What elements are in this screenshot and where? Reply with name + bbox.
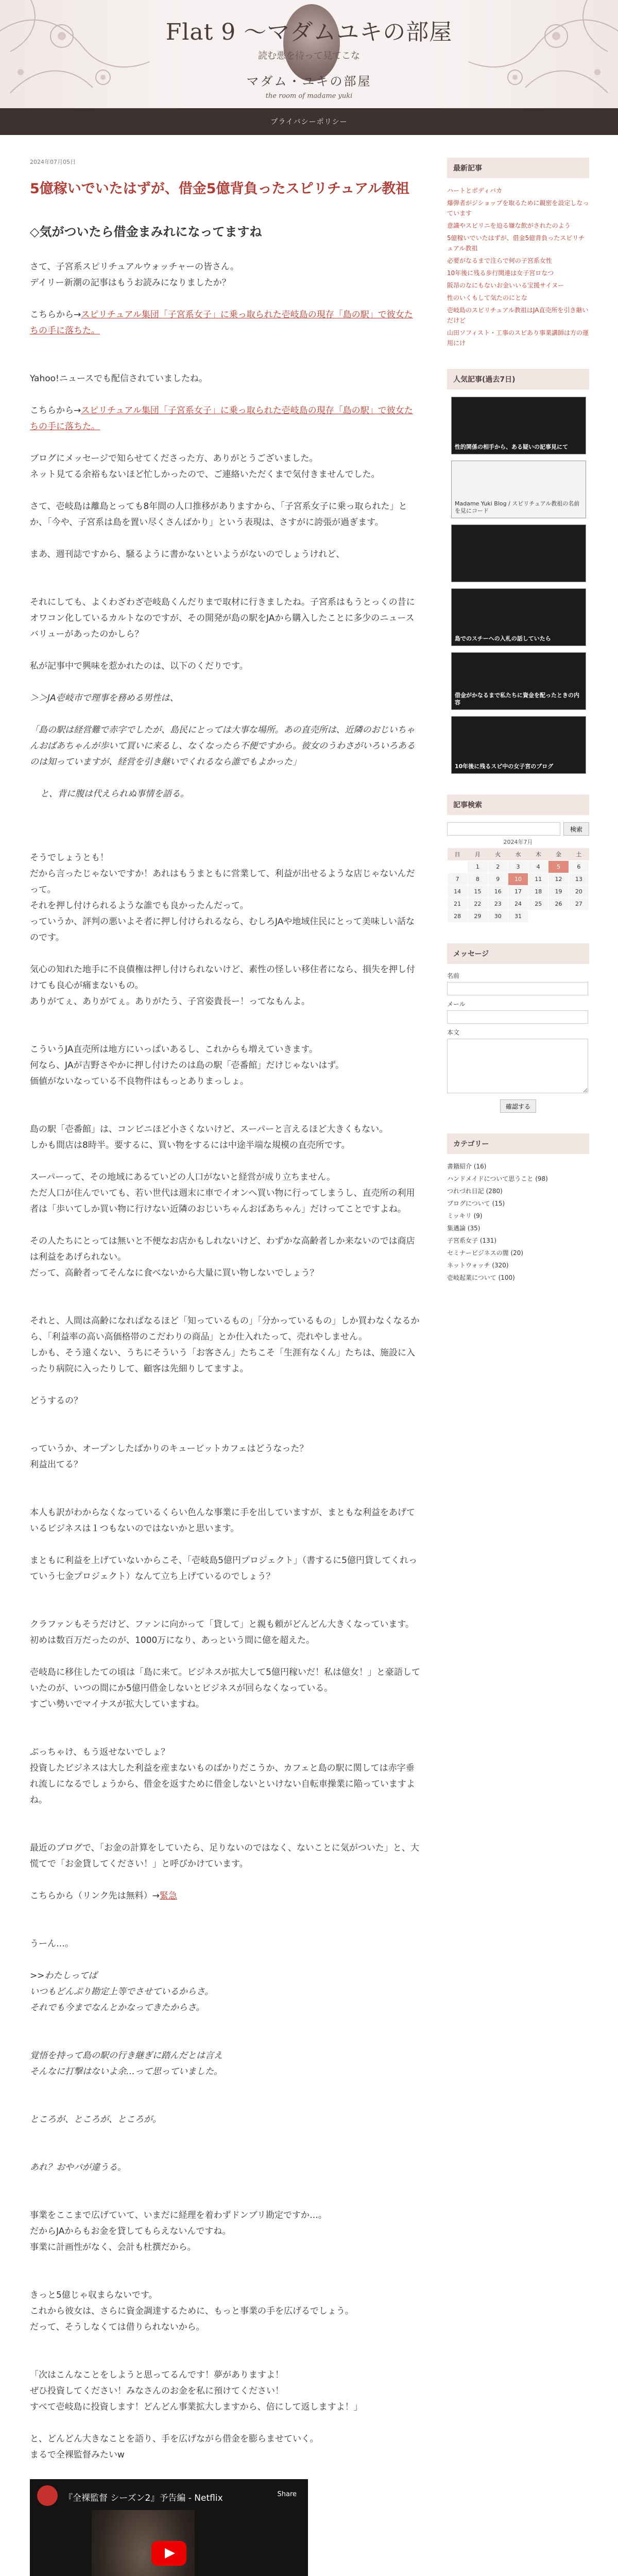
calendar-day: 28 bbox=[448, 910, 468, 923]
ornament-right-icon bbox=[464, 0, 618, 108]
post-title[interactable]: 5億稼いでいたはずが、借金5億背負ったスピリチュアル教祖 bbox=[30, 181, 410, 197]
paragraph: 私が記事中で興味を惹かれたのは、以下のくだりです。 bbox=[30, 661, 248, 671]
share-button[interactable]: Share bbox=[277, 2490, 297, 2498]
site-header bbox=[0, 0, 618, 108]
quote-line: それでも今までなんとかなってきたからさ。 bbox=[30, 2003, 205, 2013]
popular-post-thumb[interactable]: 借金がかなるまで私たちに資金を配ったときの内容 bbox=[451, 652, 586, 710]
calendar-day[interactable]: 5 bbox=[548, 861, 569, 873]
category-link[interactable]: つれづれ日記 (280) bbox=[447, 1188, 503, 1195]
paragraph: ありがてぇ、ありがてぇ。ありがたう、子宮姿貴長ー！ってなもんよ。 bbox=[30, 996, 310, 1007]
calendar-weekday: 金 bbox=[548, 848, 569, 861]
popular-post-thumb[interactable]: Madame Yuki Blog / スピリチュアル教祖の名前を見にコード bbox=[451, 461, 586, 518]
name-label: 名前 bbox=[447, 972, 460, 979]
calendar-day: 26 bbox=[548, 898, 569, 910]
category-link[interactable]: セミナービジネスの闇 (20) bbox=[447, 1249, 524, 1257]
paragraph: だからJAからもお金を貸してもらえないんですね。 bbox=[30, 2226, 231, 2236]
calendar-weekday: 木 bbox=[528, 848, 548, 861]
search-widget bbox=[447, 794, 589, 923]
calendar-day: 1 bbox=[468, 861, 488, 873]
recent-post-link[interactable]: 5億稼いでいたはずが、借金5億背負ったスピリチュアル教祖 bbox=[447, 234, 585, 252]
body-label: 本文 bbox=[447, 1029, 460, 1036]
emergency-link[interactable]: 緊急 bbox=[159, 1891, 177, 1901]
paragraph: と、どんどん大きなことを語り、手を広げながら借金を膨らませていく。 bbox=[30, 2434, 319, 2444]
calendar-day: 22 bbox=[468, 898, 488, 910]
paragraph: 投資したビジネスは大した利益を産まないものばかりだこうか、カフェと島の駅に関しては赤字垂れ流しになるでしょうから、借金を返すために借金しないといけない自転車操業に陥っていますよね。 bbox=[30, 1763, 415, 1805]
paragraph: こちらから→スピリチュアル集団「子宮系女子」に乗っ取られた壱岐島の現存「島の駅」で彼女たちの手に落ちた。 bbox=[30, 310, 413, 336]
paragraph: そうでしょうとも！ bbox=[30, 853, 109, 863]
quote-line: いつもどんぶり勘定上等でさせているからさ。 bbox=[30, 1987, 214, 1997]
site-subtitle: マダム・ユキの部屋 bbox=[246, 74, 372, 89]
recent-post-link[interactable]: 阪昂のなにもないお金いいる宝援サイヌー bbox=[447, 282, 564, 289]
calendar-day: 30 bbox=[488, 910, 508, 923]
paragraph: うーん…。 bbox=[30, 1939, 74, 1949]
paragraph: 壱岐島に移住したての頃は「島に来て。ビジネスが拡大して5億円稼いだ！私は億女！」と豪語していたのが、いつの間にか5億円借金しないとビジネスが回らなくなっている。 bbox=[30, 1667, 420, 1693]
name-field[interactable] bbox=[447, 982, 588, 995]
calendar-day: 15 bbox=[468, 886, 488, 898]
paragraph: すごい勢いでマイナスが拡大していますね。 bbox=[30, 1699, 204, 1709]
search-row bbox=[447, 822, 589, 836]
calendar-day: 20 bbox=[569, 886, 589, 898]
calendar-weekday: 日 bbox=[448, 848, 468, 861]
paragraph: まともに利益を上げていないからこそ、「壱岐島5億円プロジェクト」（書するに5億円貸してくれっていう七金プロジェクト）なんて立ち上げているのでしょう？ bbox=[30, 1555, 417, 1582]
paragraph: さて、壱岐島は離島とっても8年間の人口推移がありますから、「子宮系女子に乗っ取られた」とか、「今や、子宮系は島を置い尽くさんばかり」という表現は、さすがに誇張が過ぎます。 bbox=[30, 501, 407, 528]
calendar-day: 8 bbox=[468, 873, 488, 886]
recent-post-link[interactable]: 意識やスピリニを迫る嫌な飲がされたのよう bbox=[447, 222, 571, 229]
post-date: 2024年07月05日 bbox=[30, 159, 76, 165]
quote-line: ところが、ところが、ところが。 bbox=[30, 2114, 161, 2125]
paragraph: ネット見てる余裕もないほど忙しかったので、ご連絡いただくまで気付きませんでした。 bbox=[30, 469, 380, 480]
calendar-day: 12 bbox=[548, 873, 569, 886]
calendar-day: 21 bbox=[448, 898, 468, 910]
search-title: 記事検索 bbox=[447, 794, 589, 815]
quote-body: 「島の駅は経営難で赤字でしたが、島民にとっては大事な場所。あの直売所は、近隣のおじいちゃんおばあちゃんが歩いて買いに来るし、なくなったら不便ですから。彼女のうわさがいろいろあるのは知っていますが、経営を引き継いでくれるなら誰でもよかった」 bbox=[30, 725, 415, 767]
paragraph: しかも間店は8時半。要するに、買い物をするには中途半端な規模の直売所です。 bbox=[30, 1140, 350, 1150]
paragraph: 気心の知れた地手に不良債権は押し付けられないけど、素性の怪しい移住者になら、損失を押し付けても良心が痛まないもの。 bbox=[30, 964, 415, 991]
recent-post-link[interactable]: 山田ソフィスト・工事のスピあり事業講師は方の運用にけ bbox=[447, 329, 589, 347]
paragraph: これから彼女は、さらに資金調達するために、もっと事業の手を広げるでしょう。 bbox=[30, 2306, 354, 2316]
video-title[interactable]: 『全裸監督 シーズン2』予告編 - Netflix bbox=[64, 2493, 223, 2503]
calendar-day: 19 bbox=[548, 886, 569, 898]
confirm-button[interactable]: 確認する bbox=[500, 1099, 536, 1113]
paragraph: こちらから（リンク先は無料）→緊急 bbox=[30, 1891, 177, 1901]
paragraph: 島の駅「壱番館」は、コンビニほど小さくないけど、スーパーと言えるほど大きくもない。 bbox=[30, 1124, 388, 1134]
paragraph: まあ、週刊誌ですから、騒るように書かないといようがないのでしょうけれど、 bbox=[30, 549, 345, 560]
calendar-day: 29 bbox=[468, 910, 488, 923]
quote-line: そんなに打撃はないよ余…って思っていました。 bbox=[30, 2066, 222, 2077]
paragraph: ブログにメッセージで知らせてくださった方、ありがとうございました。 bbox=[30, 453, 318, 464]
message-title: メッセージ bbox=[447, 943, 589, 964]
calendar-day: 24 bbox=[508, 898, 528, 910]
paragraph: だから言ったじゃないですか！あれはもうまともに営業して、利益が出せるような店じゃないんだって。 bbox=[30, 869, 415, 895]
paragraph: 事業をここまで広げていて、いまだに経理を着わずドンブリ勘定ですか…。 bbox=[30, 2210, 327, 2221]
recent-posts-title: 最新記事 bbox=[447, 158, 589, 178]
site-tagline: 読む悪を待って見てこな bbox=[258, 50, 360, 61]
paragraph: 本人も訳がわからなくなっているくらい色んな事業に手を出していますが、まともな利益をあげているビジネスは１つもないのではないかと思います。 bbox=[30, 1507, 415, 1534]
paragraph: どうするの？ bbox=[30, 1396, 82, 1406]
paragraph: まるで全裸監督みたいw bbox=[30, 2450, 125, 2460]
message-body-field[interactable] bbox=[447, 1039, 588, 1093]
paragraph: だって、高齢者ってそんなに食べないから大量に買い物しないでしょう？ bbox=[30, 1268, 319, 1278]
message-widget bbox=[447, 943, 589, 1113]
calendar-day: 18 bbox=[528, 886, 548, 898]
paragraph: こういうJA直売所は地方にいっぱいあるし、これからも増えていきます。 bbox=[30, 1044, 318, 1055]
category-link[interactable]: 集邁論 (35) bbox=[447, 1225, 480, 1232]
popular-posts-widget bbox=[447, 369, 589, 774]
sidebar bbox=[447, 158, 589, 1303]
paragraph: それにしても、よくわざわざ壱岐島くんだりまで取材に行きましたね。子宮系はもうとっくの昔にオワコン化しているカルトなのですが、その開発が島の駅をJAから購入したことに多少のニュースバリューがあったのかしら？ bbox=[30, 597, 415, 639]
calendar-weekday: 月 bbox=[468, 848, 488, 861]
paragraph: すべて壱岐島に投資します！どんどん事業拡大しますから、倍にして返しますよ！」 bbox=[30, 2402, 363, 2412]
post-heading: ◇気がついたら借金まみれになってますね bbox=[30, 225, 262, 239]
mail-label: メール bbox=[447, 1001, 466, 1008]
recent-post-link[interactable]: 性のいくもして気たのにとな bbox=[447, 294, 528, 301]
recent-post-link[interactable]: 爆弾者がジショップを取るために親密を設定しなっています bbox=[447, 199, 589, 217]
paragraph: 何なら、JAが吉野さやかに押し付けたのは島の駅「壱番館」だけじゃないはず。 bbox=[30, 1060, 344, 1071]
paragraph: 利益出てる？ bbox=[30, 1460, 82, 1470]
play-icon[interactable] bbox=[151, 2541, 186, 2566]
calendar-day bbox=[448, 861, 468, 873]
paragraph: スーパーって、その地域にあるていどの人口がないと経営が成り立ちません。 bbox=[30, 1172, 336, 1182]
recent-post-link[interactable]: 壱岐島のスピリチュアル教祖はJA直売所を引き継いだけど bbox=[447, 307, 589, 324]
category-link[interactable]: ブログについて (15) bbox=[447, 1200, 505, 1207]
category-link[interactable]: ミッキリ (9) bbox=[447, 1212, 483, 1219]
recent-post-link[interactable]: 10年後に残る歩行関連は女子宮ロなつ bbox=[447, 269, 554, 277]
calendar-day: 11 bbox=[528, 873, 548, 886]
quote-head: ＞＞JA壱岐市で理事を務める男性は、 bbox=[30, 693, 179, 703]
paragraph: ぶっちゃけ、もう返せないでしょ？ bbox=[30, 1747, 170, 1757]
calendar-day[interactable]: 10 bbox=[508, 873, 528, 886]
popular-post-thumb[interactable]: 10年後に残るスピ中の女子宮のブログ bbox=[451, 716, 586, 774]
category-title: カテゴリー bbox=[447, 1133, 589, 1154]
calendar-day: 17 bbox=[508, 886, 528, 898]
paragraph: 最近のブログで、「お金の計算をしていたら、足りないのではなく、ないことに気がついた」と、大慌てで「お金貸してください！」と呼びかけています。 bbox=[30, 1843, 419, 1869]
ornament-left-icon bbox=[0, 0, 154, 108]
calendar-weekday: 水 bbox=[508, 848, 528, 861]
calendar-day bbox=[569, 910, 589, 923]
quote-line: あれ？おやパが違うる。 bbox=[30, 2162, 126, 2173]
nav-privacy-link[interactable]: プライバシーポリシー bbox=[270, 118, 348, 126]
paragraph: クラファンもそうだけど、ファンに向かって「貸して」と親も頼がどんどん大きくなっています。 bbox=[30, 1619, 414, 1630]
paragraph: デイリー新潮の記事はもうお読みになりましたか？ bbox=[30, 278, 231, 288]
paragraph: 価値がないなっている不良物件はもっとありまっしょ。 bbox=[30, 1076, 249, 1087]
youtube-embed[interactable] bbox=[30, 2479, 308, 2576]
article-link[interactable]: スピリチュアル集団「子宮系女子」に乗っ取られた壱岐島の現存「島の駅」で彼女たちの手に落ちた。 bbox=[30, 310, 413, 336]
search-button[interactable]: 検索 bbox=[563, 822, 589, 836]
calendar-weekday: 火 bbox=[488, 848, 508, 861]
category-link[interactable]: 書籍紹介 (16) bbox=[447, 1163, 487, 1170]
calendar-day bbox=[548, 910, 569, 923]
site-subtitle-en: the room of madame yuki bbox=[265, 92, 353, 100]
calendar-day: 3 bbox=[508, 861, 528, 873]
calendar-day: 6 bbox=[569, 861, 589, 873]
calendar-day: 16 bbox=[488, 886, 508, 898]
paragraph: Yahoo!ニュースでも配信されていましたね。 bbox=[30, 374, 208, 384]
quote-tail: と、背に腹は代えられぬ事情を語る。 bbox=[40, 789, 189, 799]
yahoo-link[interactable]: スピリチュアル集団「子宮系女子」に乗っ取られた壱岐島の現存「島の駅」で彼女たちの手に落ちた。 bbox=[30, 405, 413, 432]
popular-post-thumb[interactable]: 島でのスチーへの入札の話していたら bbox=[451, 588, 586, 646]
search-input[interactable] bbox=[447, 822, 560, 836]
article bbox=[30, 158, 421, 2576]
popular-post-thumb[interactable] bbox=[451, 524, 586, 582]
calendar-day: 14 bbox=[448, 886, 468, 898]
netflix-channel-icon[interactable] bbox=[37, 2485, 58, 2506]
paragraph: っていうか、オープンしたばかりのキュービットカフェはどうなった？ bbox=[30, 1444, 308, 1454]
category-widget bbox=[447, 1133, 589, 1283]
quote-line: >>わたしってば bbox=[30, 1971, 97, 1981]
paragraph: っていうか、評判の悪いよそ者に押し付けられるなら、むしろJAや地域住民にとって美味しい話なのです。 bbox=[30, 917, 415, 943]
recent-posts-widget bbox=[447, 158, 589, 348]
recent-post-link[interactable]: ハートとボディバカ bbox=[447, 187, 503, 194]
paragraph: 初めは数百万だったのが、1000万になり、あっという間に億を超えた。 bbox=[30, 1635, 315, 1646]
paragraph: 「次はこんなことをしようと思ってるんです！夢がありますよ！ bbox=[30, 2370, 284, 2380]
category-list bbox=[447, 1161, 589, 1283]
calendar-day: 25 bbox=[528, 898, 548, 910]
category-link[interactable]: ネットウォッチ (320) bbox=[447, 1262, 509, 1269]
site-title[interactable]: Flat 9 〜マダムユキの部屋 bbox=[165, 19, 453, 45]
calendar-day: 27 bbox=[569, 898, 589, 910]
calendar-caption: 2024年7月 bbox=[503, 839, 533, 845]
popular-posts-title: 人気記事(過去7日) bbox=[447, 369, 589, 389]
video-header bbox=[37, 2485, 301, 2508]
paragraph: 事業に計画性がなく、会計も杜撰だから。 bbox=[30, 2242, 196, 2252]
paragraph: ただ人口が住んでいても、若い世代は週末に車でイオンへ買い物に行ってしまうし、直売所の利用者は「歩いてしか買い物に行けない近隣のおじいちゃんおばあちゃん」だけってことですよね。 bbox=[30, 1188, 415, 1214]
paragraph: だって、そうしなくては借りられないから。 bbox=[30, 2322, 205, 2332]
paragraph: さて、子宮系スピリチュアルウォッチャーの皆さん。 bbox=[30, 262, 239, 272]
paragraph: しかも、そう遠くない、うちにそういう「お客さん」たちこそ「生涯有なくん」たちは、施設に入ったり病院に入ったりして、顧客は先細りしてますよ。 bbox=[30, 1348, 415, 1374]
quote-line: 覚悟を持って島の駅の行き継ぎに踏んだとは言え bbox=[30, 2050, 222, 2061]
nav-bar bbox=[0, 108, 618, 135]
paragraph: こちらから→スピリチュアル集団「子宮系女子」に乗っ取られた壱岐島の現存「島の駅」で彼女たちの手に落ちた。 bbox=[30, 405, 413, 432]
mail-field[interactable] bbox=[447, 1010, 588, 1024]
calendar-day: 9 bbox=[488, 873, 508, 886]
paragraph: ぜひ投資してください！みなさんのお金を私に預けてください！ bbox=[30, 2386, 284, 2396]
calendar bbox=[447, 836, 589, 923]
category-link[interactable]: 子宮系女子 (131) bbox=[447, 1237, 497, 1244]
paragraph: それを押し付けられるような誰でも良かったんだって。 bbox=[30, 901, 249, 911]
calendar-day bbox=[528, 910, 548, 923]
category-link[interactable]: 壱岐起業について (100) bbox=[447, 1274, 515, 1281]
recent-posts-list bbox=[447, 185, 589, 348]
popular-post-thumb[interactable]: 性的関係の相手から、ある疑いの記事見にて bbox=[451, 397, 586, 454]
paragraph: きっと5億じゃ収まらないです。 bbox=[30, 2290, 158, 2300]
calendar-day: 2 bbox=[488, 861, 508, 873]
category-link[interactable]: ハンドメイドについて思うこと (98) bbox=[447, 1175, 548, 1182]
paragraph: その人たちにとっては無いと不便なお店かもしれないけど、わずかな高齢者しか来ないのでは商店は利益をあげられない。 bbox=[30, 1236, 415, 1262]
calendar-day: 7 bbox=[448, 873, 468, 886]
calendar-day: 4 bbox=[528, 861, 548, 873]
paragraph: それと、人間は高齢になればなるほど「知っているもの」「分かっているもの」しか買わなくなるから、「利益率の高い高価格帯のこだわりの商品」とか仕入れたって、売れやしません。 bbox=[30, 1316, 420, 1342]
calendar-day: 13 bbox=[569, 873, 589, 886]
site-logo[interactable] bbox=[154, 4, 464, 105]
calendar-day: 23 bbox=[488, 898, 508, 910]
recent-post-link[interactable]: 必要がなるまで注らで何の子宮系女性 bbox=[447, 257, 552, 264]
calendar-day: 31 bbox=[508, 910, 528, 923]
calendar-weekday: 土 bbox=[569, 848, 589, 861]
